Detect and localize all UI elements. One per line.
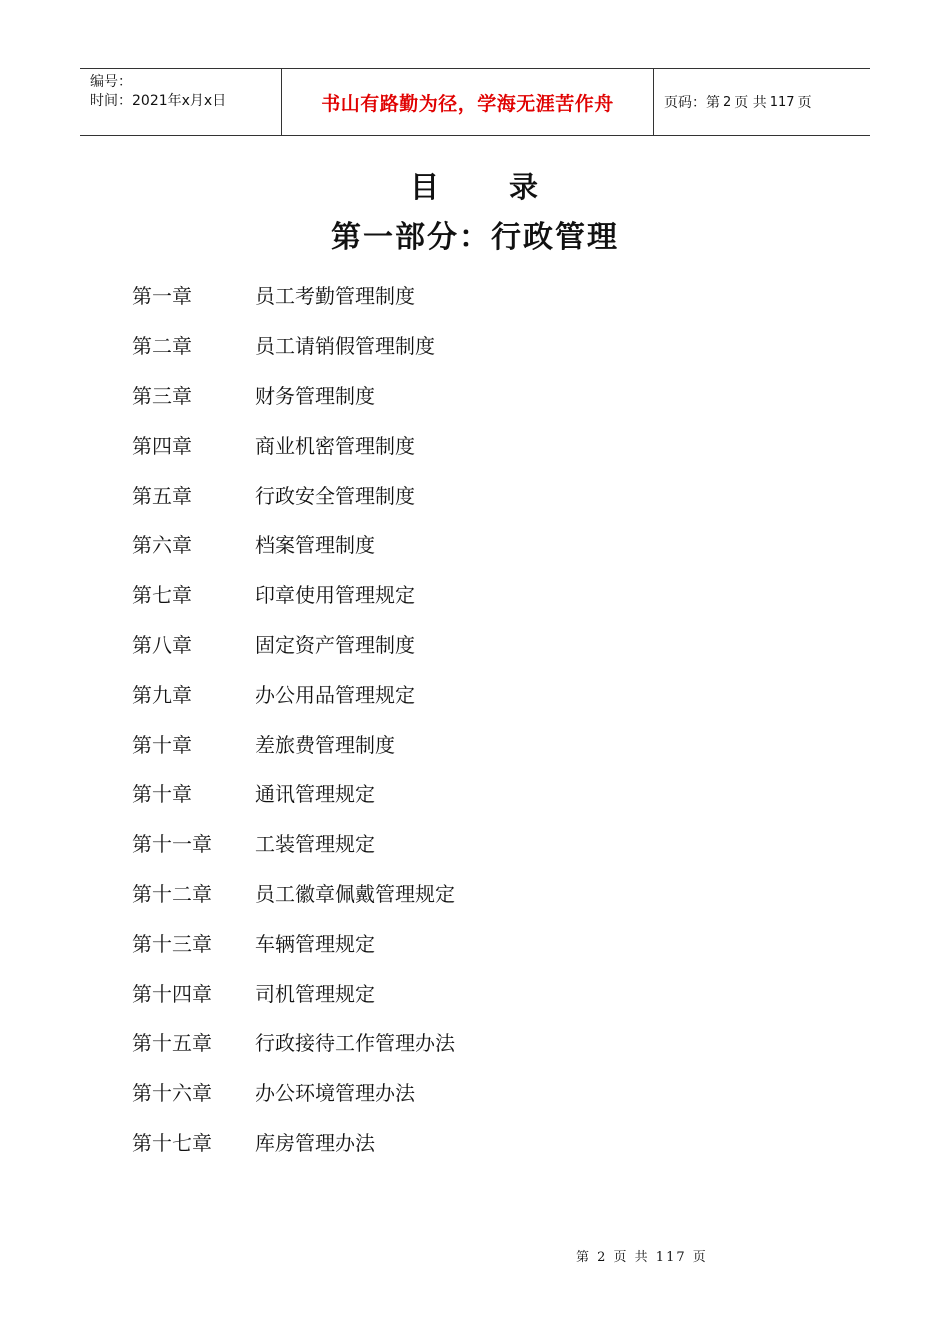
page-prefix: 页码：第	[664, 95, 720, 111]
toc-entry[interactable]	[132, 967, 455, 1017]
page-footer: 第 2 页 共 117 页	[576, 1250, 708, 1265]
toc-chapter-number: 第六章	[132, 533, 192, 558]
toc-chapter-title: 员工请销假管理制度	[255, 334, 435, 359]
toc-entry[interactable]	[132, 519, 455, 569]
toc-entry[interactable]	[132, 868, 455, 918]
toc-chapter-number: 第十一章	[132, 832, 212, 857]
toc-chapter-title: 商业机密管理制度	[255, 433, 415, 458]
toc-chapter-number: 第一章	[132, 284, 192, 309]
toc-entry[interactable]	[132, 768, 455, 818]
toc-chapter-number: 第八章	[132, 632, 192, 657]
toc-chapter-title: 司机管理规定	[255, 981, 375, 1006]
toc-entry[interactable]	[132, 818, 455, 868]
toc-entry[interactable]	[132, 270, 455, 320]
toc-chapter-number: 第十六章	[132, 1081, 212, 1106]
toc-chapter-title: 工装管理规定	[255, 832, 375, 857]
toc-chapter-number: 第三章	[132, 383, 192, 408]
toc-entry[interactable]	[132, 917, 455, 967]
toc-chapter-title: 员工考勤管理制度	[255, 284, 415, 309]
toc-chapter-number: 第十二章	[132, 881, 212, 906]
table-of-contents	[132, 270, 455, 1166]
page-total: 117	[769, 94, 795, 110]
toc-chapter-title: 库房管理办法	[255, 1130, 375, 1155]
toc-chapter-title: 档案管理制度	[255, 533, 375, 558]
toc-entry[interactable]	[132, 1117, 455, 1167]
toc-chapter-number: 第九章	[132, 682, 192, 707]
toc-entry[interactable]	[132, 1017, 455, 1067]
toc-chapter-number: 第十章	[132, 732, 192, 757]
toc-entry[interactable]	[132, 718, 455, 768]
toc-chapter-title: 固定资产管理制度	[255, 632, 415, 657]
toc-title: 目 录	[409, 170, 569, 204]
toc-chapter-number: 第十四章	[132, 981, 212, 1006]
header-page-info	[654, 69, 870, 135]
toc-chapter-title: 办公环境管理办法	[255, 1081, 415, 1106]
header-motto: 书山有路勤为径，学海无涯苦作舟	[282, 69, 654, 135]
toc-chapter-title: 行政接待工作管理办法	[255, 1031, 455, 1056]
page-header	[80, 68, 870, 136]
toc-chapter-title: 印章使用管理规定	[255, 583, 415, 608]
toc-entry[interactable]	[132, 569, 455, 619]
toc-chapter-title: 办公用品管理规定	[255, 682, 415, 707]
toc-entry[interactable]	[132, 419, 455, 469]
page-mid: 页 共	[734, 95, 767, 111]
header-info-cell	[80, 69, 282, 135]
toc-entry[interactable]	[132, 320, 455, 370]
toc-chapter-number: 第十五章	[132, 1031, 212, 1056]
toc-chapter-title: 员工徽章佩戴管理规定	[255, 881, 455, 906]
page-suffix: 页	[797, 95, 812, 111]
toc-chapter-number: 第十七章	[132, 1130, 212, 1155]
toc-chapter-title: 通讯管理规定	[255, 782, 375, 807]
toc-chapter-number: 第四章	[132, 433, 192, 458]
page-current: 2	[723, 94, 732, 110]
toc-entry[interactable]	[132, 668, 455, 718]
toc-entry[interactable]	[132, 370, 455, 420]
toc-chapter-number: 第二章	[132, 334, 192, 359]
toc-chapter-number: 第五章	[132, 483, 192, 508]
toc-chapter-number: 第十章	[132, 782, 192, 807]
toc-entry[interactable]	[132, 469, 455, 519]
toc-entry[interactable]	[132, 619, 455, 669]
toc-entry[interactable]	[132, 1067, 455, 1117]
toc-chapter-title: 差旅费管理制度	[255, 732, 395, 757]
part-title: 第一部分：行政管理	[331, 220, 619, 255]
toc-chapter-title: 财务管理制度	[255, 383, 375, 408]
document-date-label: 时间：2021年x月x日	[90, 93, 227, 109]
toc-chapter-title: 车辆管理规定	[255, 931, 375, 956]
toc-chapter-number: 第十三章	[132, 931, 212, 956]
toc-chapter-number: 第七章	[132, 583, 192, 608]
toc-chapter-title: 行政安全管理制度	[255, 483, 415, 508]
document-number-label: 编号：	[90, 74, 132, 90]
